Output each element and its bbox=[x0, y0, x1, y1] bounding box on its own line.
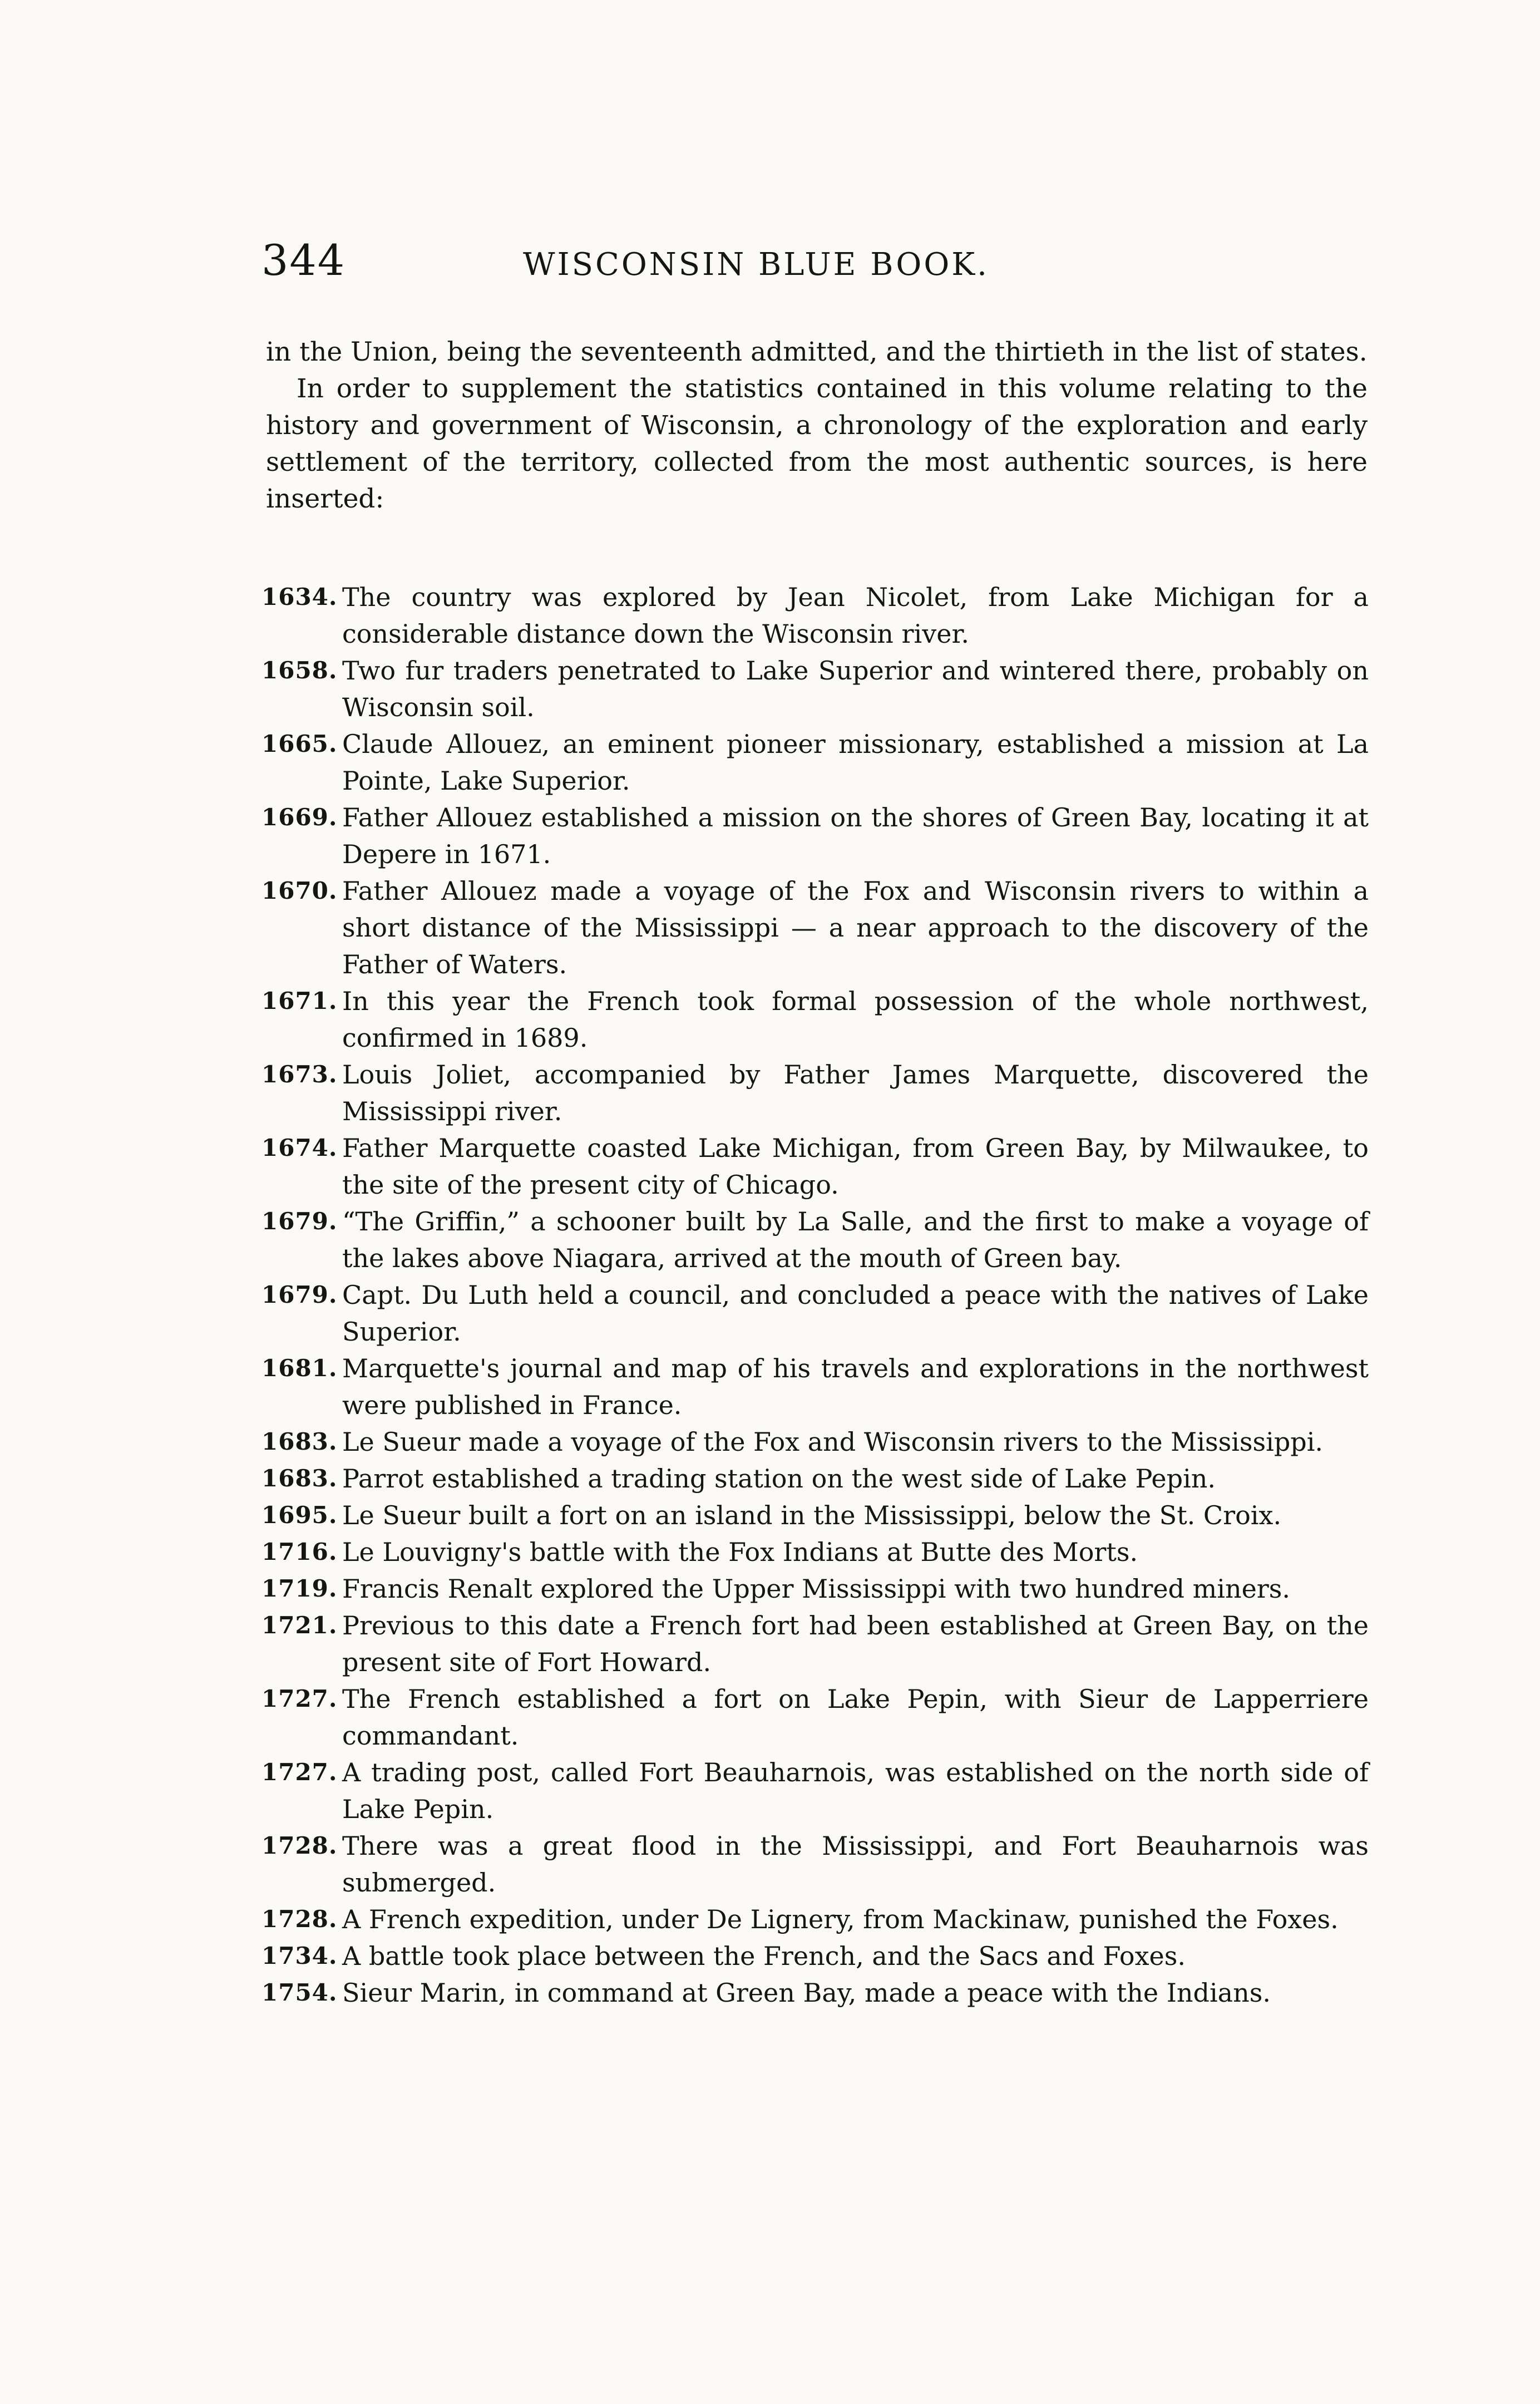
entry-year: 1734. bbox=[261, 1942, 338, 1969]
chronology-entry bbox=[261, 799, 1369, 873]
chronology-entry bbox=[261, 1350, 1369, 1423]
entry-text: Two fur traders penetrated to Lake Superior and wintered there, probably on Wisconsin soil. bbox=[342, 656, 1369, 722]
chronology-entry bbox=[261, 1534, 1369, 1570]
entry-year: 1695. bbox=[261, 1501, 338, 1529]
chronology-entry bbox=[261, 1460, 1369, 1497]
entry-year: 1728. bbox=[261, 1905, 338, 1933]
entry-year: 1665. bbox=[261, 730, 338, 757]
entry-year: 1727. bbox=[261, 1758, 338, 1786]
entry-text: Le Sueur made a voyage of the Fox and Wisconsin rivers to the Mississippi. bbox=[342, 1427, 1324, 1457]
entry-year: 1658. bbox=[261, 657, 338, 684]
chronology-entry bbox=[261, 1423, 1369, 1460]
entry-text: Claude Allouez, an eminent pioneer missionary, established a mission at La Pointe, Lake Superior. bbox=[342, 729, 1369, 796]
entry-year: 1728. bbox=[261, 1832, 338, 1859]
entry-text: A trading post, called Fort Beauharnois, was established on the north side of Lake Pepin. bbox=[342, 1757, 1369, 1824]
chronology-entry bbox=[261, 579, 1369, 652]
chronology-entry bbox=[261, 1056, 1369, 1130]
entry-year: 1679. bbox=[261, 1208, 338, 1235]
chronology-entry bbox=[261, 1754, 1369, 1827]
entry-text: Le Sueur built a fort on an island in the Mississippi, below the St. Croix. bbox=[342, 1500, 1282, 1530]
entry-year: 1683. bbox=[261, 1428, 338, 1455]
entry-year: 1681. bbox=[261, 1354, 338, 1382]
entry-text: The French established a fort on Lake Pepin, with Sieur de Lapperriere commandant. bbox=[342, 1684, 1369, 1751]
chronology-entry bbox=[261, 726, 1369, 799]
chronology-entry bbox=[261, 1203, 1369, 1277]
entry-year: 1727. bbox=[261, 1685, 338, 1712]
entry-year: 1719. bbox=[261, 1575, 338, 1602]
entry-year: 1673. bbox=[261, 1061, 338, 1088]
intro-paragraph-2: In order to supplement the statistics contained in this volume relating to the history and government of Wisconsin, a chronology of the exploration and early settlement of the territory, collected from the most authentic sources, is here inserted: bbox=[266, 373, 1368, 514]
chronology-entry bbox=[261, 1497, 1369, 1534]
entry-text: Sieur Marin, in command at Green Bay, made a peace with the Indians. bbox=[342, 1978, 1271, 2008]
entry-text: There was a great flood in the Mississippi, and Fort Beauharnois was submerged. bbox=[342, 1831, 1369, 1898]
chronology-entry bbox=[261, 1130, 1369, 1203]
entry-year: 1670. bbox=[261, 877, 338, 904]
entry-year: 1674. bbox=[261, 1134, 338, 1161]
entry-text: Father Allouez established a mission on the shores of Green Bay, locating it at Depere in 1671. bbox=[342, 802, 1369, 869]
page-number: 344 bbox=[261, 235, 346, 285]
entry-year: 1716. bbox=[261, 1538, 338, 1565]
chronology-entry bbox=[261, 983, 1369, 1056]
entry-year: 1754. bbox=[261, 1979, 338, 2006]
entry-text: Le Louvigny's battle with the Fox Indians at Butte des Morts. bbox=[342, 1537, 1138, 1567]
entry-text: Louis Joliet, accompanied by Father James Marquette, discovered the Mississippi river. bbox=[342, 1060, 1369, 1126]
entry-text: Marquette's journal and map of his travels and explorations in the northwest were published in France. bbox=[342, 1353, 1369, 1420]
entry-year: 1679. bbox=[261, 1281, 338, 1308]
entry-text: Father Marquette coasted Lake Michigan, from Green Bay, by Milwaukee, to the site of the present city of Chicago. bbox=[342, 1133, 1369, 1200]
entry-text: “The Griffin,” a schooner built by La Salle, and the first to make a voyage of the lakes above Niagara, arrived at the mouth of Green bay. bbox=[342, 1206, 1369, 1273]
chronology-entry bbox=[261, 1681, 1369, 1754]
entry-text: Father Allouez made a voyage of the Fox and Wisconsin rivers to within a short distance of the Mississippi — a near approach to the discovery of the Father of Waters. bbox=[342, 876, 1369, 979]
chronology-list bbox=[261, 579, 1369, 2011]
intro-paragraph-1: in the Union, being the seventeenth admitted, and the thirtieth in the list of states. bbox=[266, 337, 1368, 367]
entry-text: Previous to this date a French fort had been established at Green Bay, on the present site of Fort Howard. bbox=[342, 1610, 1369, 1677]
entry-year: 1669. bbox=[261, 804, 338, 831]
entry-text: A battle took place between the French, and the Sacs and Foxes. bbox=[342, 1941, 1186, 1971]
chronology-entry bbox=[261, 1827, 1369, 1901]
chronology-entry bbox=[261, 1277, 1369, 1350]
chronology-entry bbox=[261, 1938, 1369, 1974]
entry-text: Capt. Du Luth held a council, and concluded a peace with the natives of Lake Superior. bbox=[342, 1280, 1369, 1347]
chronology-entry bbox=[261, 1974, 1369, 2011]
entry-text: In this year the French took formal possession of the whole northwest, confirmed in 1689. bbox=[342, 986, 1369, 1053]
entry-year: 1683. bbox=[261, 1465, 338, 1492]
entry-year: 1634. bbox=[261, 583, 338, 610]
running-title: WISCONSIN BLUE BOOK. bbox=[523, 247, 989, 283]
entry-text: Francis Renalt explored the Upper Mississippi with two hundred miners. bbox=[342, 1574, 1291, 1604]
intro-text bbox=[266, 334, 1368, 518]
entry-year: 1721. bbox=[261, 1612, 338, 1639]
entry-text: A French expedition, under De Lignery, from Mackinaw, punished the Foxes. bbox=[342, 1904, 1339, 1934]
chronology-entry bbox=[261, 873, 1369, 983]
chronology-entry bbox=[261, 1901, 1369, 1938]
chronology-entry bbox=[261, 652, 1369, 726]
entry-text: The country was explored by Jean Nicolet, from Lake Michigan for a considerable distance down the Wisconsin river. bbox=[342, 582, 1369, 649]
chronology-entry bbox=[261, 1570, 1369, 1607]
entry-text: Parrot established a trading station on the west side of Lake Pepin. bbox=[342, 1464, 1216, 1494]
chronology-entry bbox=[261, 1607, 1369, 1681]
entry-year: 1671. bbox=[261, 987, 338, 1014]
